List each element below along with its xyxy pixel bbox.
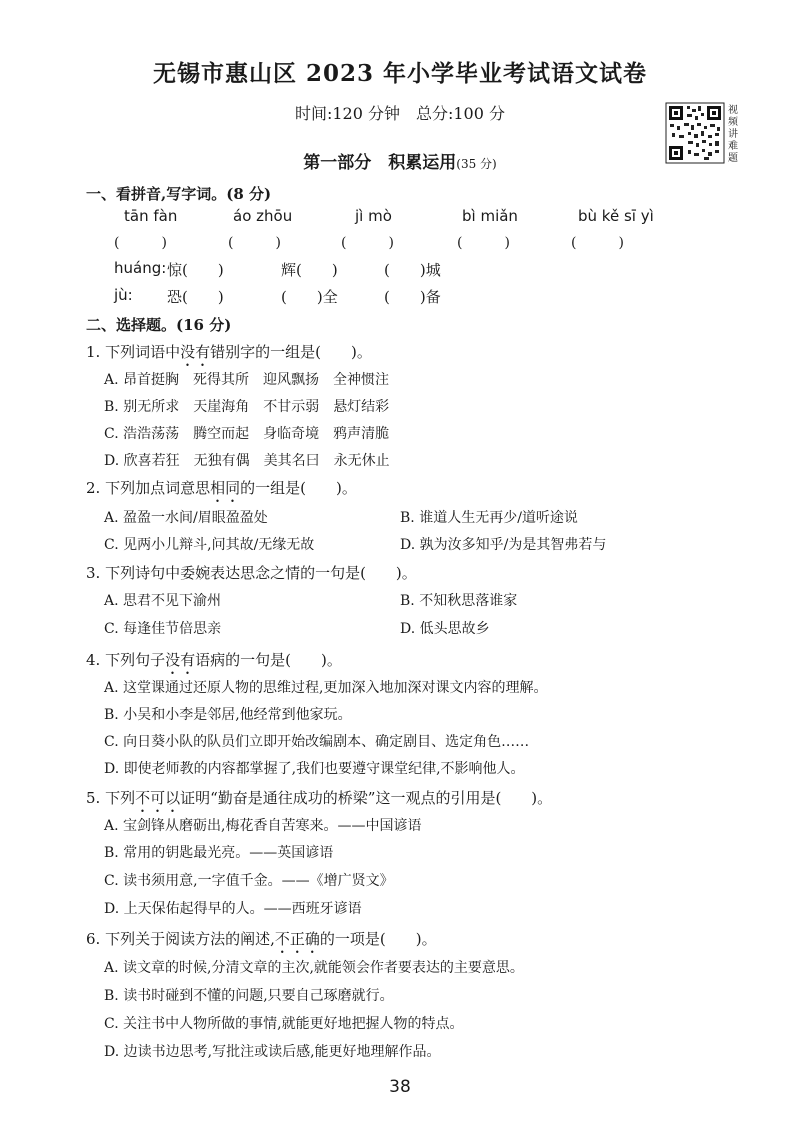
section-1-heading: 一、看拼音,写字词。(8 分) xyxy=(86,185,272,203)
answer-blank-4[interactable]: ( ) xyxy=(457,235,510,251)
part-score: (35 分) xyxy=(456,157,497,171)
pinyin-1: tān fàn xyxy=(124,207,178,225)
question-1-emphasis: 没有 xyxy=(180,343,211,361)
answer-blank-2[interactable]: ( ) xyxy=(228,235,281,251)
question-2-option-b[interactable]: B. 谁道人生无再少/道听途说 xyxy=(400,510,578,526)
question-5-emphasis: 不可以 xyxy=(135,789,181,807)
question-4-option-b[interactable]: B. 小吴和小李是邻居,他经常到他家玩。 xyxy=(104,707,352,723)
question-2-option-a[interactable]: A. 盈盈一水间/眉眼盈盈处 xyxy=(104,510,268,526)
question-3-option-c[interactable]: C. 每逢佳节倍思亲 xyxy=(104,621,222,637)
pinyin-4: bì miǎn xyxy=(462,207,518,225)
pinyin-3: jì mò xyxy=(355,207,392,225)
part-title: 第一部分 积累运用 xyxy=(303,153,457,173)
answer-blank-1[interactable]: ( ) xyxy=(114,235,167,251)
question-5-stem: 5. 下列不可以证明“勤奋是通往成功的桥梁”这一观点的引用是( )。 xyxy=(86,789,553,807)
question-5-option-c[interactable]: C. 读书须用意,一字值千金。——《增广贤文》 xyxy=(104,873,394,889)
question-1-stem: 1. 下列词语中没有错别字的一组是( )。 xyxy=(86,343,372,361)
section-2-heading: 二、选择题。(16 分) xyxy=(86,316,232,334)
ju-item-1[interactable]: 恐( ) xyxy=(167,288,224,306)
answer-blank-3[interactable]: ( ) xyxy=(341,235,394,251)
question-1-option-c[interactable]: C. 浩浩荡荡 腾空而起 身临奇境 鸦声清脆 xyxy=(104,426,390,442)
huang-item-1[interactable]: 惊( ) xyxy=(167,261,224,279)
question-3-stem: 3. 下列诗句中委婉表达思念之情的一句是( )。 xyxy=(86,564,417,582)
question-6-option-a[interactable]: A. 读文章的时候,分清文章的主次,就能领会作者要表达的主要意思。 xyxy=(104,960,524,976)
question-3-option-b[interactable]: B. 不知秋思落谁家 xyxy=(400,593,518,609)
question-4-emphasis: 没有 xyxy=(165,651,196,669)
qr-code[interactable] xyxy=(664,101,748,165)
question-5-option-b[interactable]: B. 常用的钥匙最光亮。——英国谚语 xyxy=(104,845,334,861)
question-6-option-b[interactable]: B. 读书时碰到不懂的问题,只要自己琢磨就行。 xyxy=(104,988,394,1004)
huang-label: huáng: xyxy=(114,259,167,277)
page-number: 38 xyxy=(389,1077,411,1097)
huang-item-2[interactable]: 辉( ) xyxy=(281,261,338,279)
question-4-option-a[interactable]: A. 这堂课通过还原人物的思维过程,更加深入地加深对课文内容的理解。 xyxy=(104,680,548,696)
question-2-stem: 2. 下列加点词意思相同的一组是( )。 xyxy=(86,479,357,497)
question-2-option-d[interactable]: D. 孰为汝多知乎/为是其智弗若与 xyxy=(400,537,607,553)
question-6-option-d[interactable]: D. 边读书边思考,写批注或读后感,能更好地理解作品。 xyxy=(104,1044,441,1060)
question-4-stem: 4. 下列句子没有语病的一句是( )。 xyxy=(86,651,342,669)
huang-item-3[interactable]: ( )城 xyxy=(384,261,441,279)
question-1-option-d[interactable]: D. 欣喜若狂 无独有偶 美其名曰 永无休止 xyxy=(104,453,390,469)
question-1-option-b[interactable]: B. 别无所求 天崖海角 不甘示弱 悬灯结彩 xyxy=(104,399,390,415)
ju-label: jù: xyxy=(114,286,133,304)
question-1-option-a[interactable]: A. 昂首挺胸 死得其所 迎风飘扬 全神惯注 xyxy=(104,372,390,388)
question-6-stem: 6. 下列关于阅读方法的阐述,不正确的一项是( )。 xyxy=(86,930,437,948)
question-4-option-d[interactable]: D. 即使老师教的内容都掌握了,我们也要遵守课堂纪律,不影响他人。 xyxy=(104,761,525,777)
exam-time-score: 时间:120 分钟 总分:100 分 xyxy=(294,104,506,123)
question-3-option-d[interactable]: D. 低头思故乡 xyxy=(400,621,490,637)
question-5-option-d[interactable]: D. 上天保佑起得早的人。——西班牙谚语 xyxy=(104,901,362,917)
answer-blank-5[interactable]: ( ) xyxy=(571,235,624,251)
question-5-option-a[interactable]: A. 宝剑锋从磨砺出,梅花香自苦寒来。——中国谚语 xyxy=(104,818,422,834)
ju-item-2[interactable]: ( )全 xyxy=(281,288,338,306)
question-2-emphasis: 相同 xyxy=(210,479,241,497)
pinyin-2: áo zhōu xyxy=(233,207,293,225)
exam-title: 无锡市惠山区 2023 年小学毕业考试语文试卷 xyxy=(152,60,648,87)
qr-label: 视频讲难题 xyxy=(728,105,738,164)
question-2-option-c[interactable]: C. 见两小儿辩斗,问其故/无缘无故 xyxy=(104,537,315,553)
question-3-option-a[interactable]: A. 思君不见下渝州 xyxy=(104,593,222,609)
pinyin-5: bù kě sī yì xyxy=(578,207,654,225)
ju-item-3[interactable]: ( )备 xyxy=(384,288,441,306)
question-6-option-c[interactable]: C. 关注书中人物所做的事情,就能更好地把握人物的特点。 xyxy=(104,1016,464,1032)
question-6-emphasis: 不正确 xyxy=(274,930,320,948)
question-4-option-c[interactable]: C. 向日葵小队的队员们立即开始改编剧本、确定剧目、选定角色…… xyxy=(104,734,530,750)
